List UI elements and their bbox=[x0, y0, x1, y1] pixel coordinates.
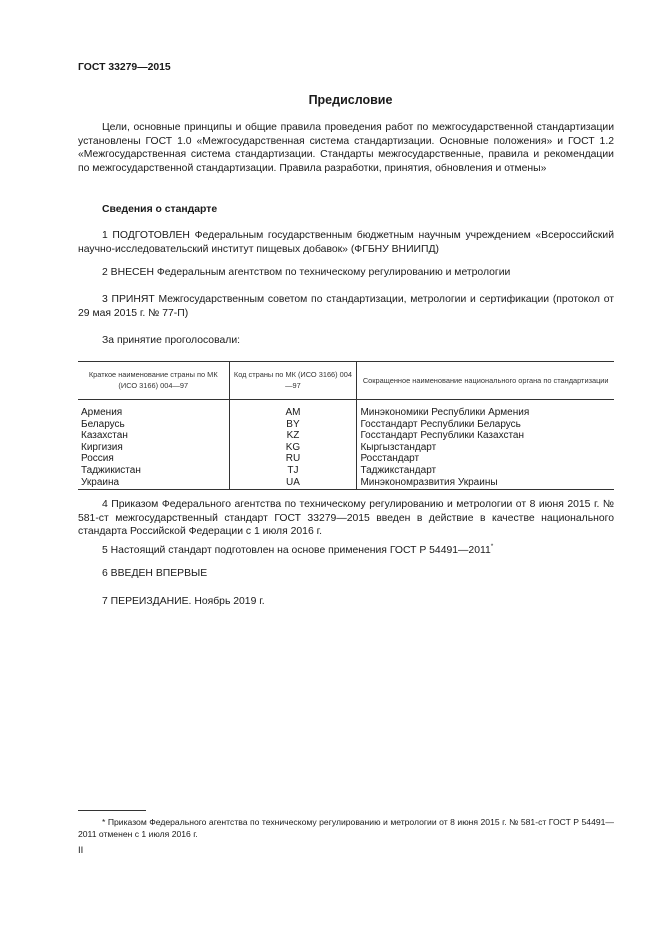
country-code: AM bbox=[229, 400, 357, 419]
page-title: Предисловие bbox=[308, 93, 393, 107]
standards-body: Минэкономразвития Украины bbox=[357, 477, 614, 490]
item-5-basis bbox=[78, 540, 614, 558]
standards-body: Минэкономики Республики Армения bbox=[357, 400, 614, 419]
header-country-code: Код страны по МК (ИСО 3166) 004—97 bbox=[229, 362, 357, 400]
footnote-mark[interactable]: * bbox=[490, 543, 494, 550]
country-code: TJ bbox=[229, 465, 357, 477]
item-3-adopted: 3 ПРИНЯТ Межгосударственным советом по стандартизации, метрологии и сертификации (протокол от 29 мая 2015 г. № 77-П) bbox=[78, 294, 614, 319]
standards-body: Госстандарт Республики Беларусь bbox=[357, 419, 614, 431]
footnote: * Приказом Федерального агентства по техническому регулированию и метрологии от 8 июня 2015 г. № 581-ст ГОСТ Р 54491—2011 отменен с 1 июля 2016 г. bbox=[78, 817, 614, 839]
table-row bbox=[78, 453, 614, 465]
intro-paragraph: Цели, основные принципы и общие правила проведения работ по межгосударственной стандартизации установлены ГОСТ 1.0 «Межгосударственная система стандартизации. Основные положения» и ГОСТ 1.2 «Межгосударственная система стандартизации. Стандарты межгосударственные, правила и рекомендации по межгосударственной стандартизации. Правила разработки, принятия, обновления и отмены» bbox=[78, 122, 614, 174]
table-row bbox=[78, 442, 614, 454]
standards-body: Госстандарт Республики Казахстан bbox=[357, 430, 614, 442]
country-name: Украина bbox=[78, 477, 229, 490]
table-header-row bbox=[78, 362, 614, 400]
country-code: KZ bbox=[229, 430, 357, 442]
item-1-prepared: 1 ПОДГОТОВЛЕН Федеральным государственным бюджетным научным учреждением «Всероссийский научно-исследовательский институт пищевых добавок» (ФГБНУ ВНИИПД) bbox=[78, 230, 614, 255]
country-name: Казахстан bbox=[81, 430, 128, 442]
item-7-reissue: 7 ПЕРЕИЗДАНИЕ. Ноябрь 2019 г. bbox=[102, 596, 265, 607]
page-number: II bbox=[78, 845, 84, 856]
voting-table bbox=[78, 361, 614, 490]
country-name: Таджикистан bbox=[81, 464, 141, 476]
country-name: Армения bbox=[81, 407, 123, 418]
country-code: RU bbox=[229, 453, 357, 465]
table-row bbox=[78, 465, 614, 477]
table-row bbox=[78, 477, 614, 490]
standards-body: Росстандарт bbox=[357, 453, 614, 465]
header-country-name: Краткое наименование страны по МК (ИСО 3166) 004—97 bbox=[78, 362, 229, 400]
country-name: Россия bbox=[81, 453, 114, 465]
voted-label: За принятие проголосовали: bbox=[102, 335, 241, 346]
country-name: Киргизия bbox=[81, 441, 123, 453]
item-5-text: 5 Настоящий стандарт подготовлен на основе применения ГОСТ Р 54491—2011 bbox=[102, 545, 491, 556]
info-heading: Сведения о стандарте bbox=[102, 204, 218, 215]
table-row bbox=[78, 400, 614, 419]
table-row bbox=[78, 419, 614, 431]
table-row bbox=[78, 430, 614, 442]
country-code: UA bbox=[229, 477, 357, 490]
standards-body: Таджикстандарт bbox=[357, 465, 614, 477]
country-code: KG bbox=[229, 442, 357, 454]
item-4-order: 4 Приказом Федерального агентства по техническому регулированию и метрологии от 8 июня 2015 г. № 581-ст межгосударственный стандарт ГОСТ 33279—2015 введен в действие в качестве национального стандарта Российской Федерации с 1 июля 2016 г. bbox=[78, 499, 614, 537]
item-6-first-introduced: 6 ВВЕДЕН ВПЕРВЫЕ bbox=[102, 568, 208, 579]
standard-header: ГОСТ 33279—2015 bbox=[78, 62, 171, 73]
country-code: BY bbox=[229, 419, 357, 431]
standards-body: Кыргызстандарт bbox=[357, 442, 614, 454]
country-name: Беларусь bbox=[81, 418, 125, 430]
item-2-submitted: 2 ВНЕСЕН Федеральным агентством по техническому регулированию и метрологии bbox=[102, 267, 511, 278]
header-standards-body: Сокращенное наименование национального органа по стандартизации bbox=[357, 362, 614, 400]
footnote-divider bbox=[78, 810, 146, 811]
